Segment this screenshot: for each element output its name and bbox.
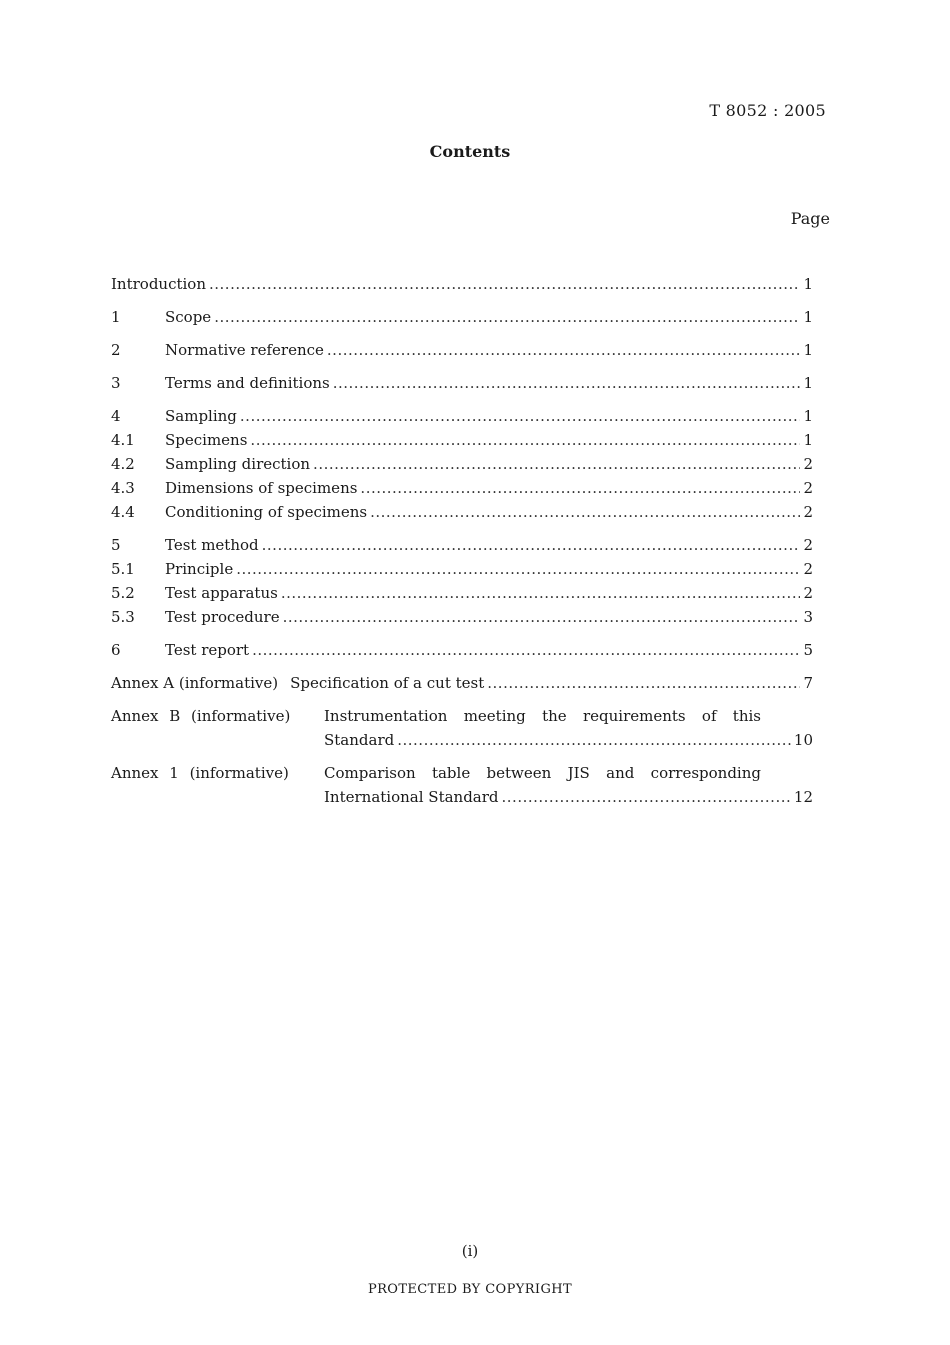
dot-leader — [333, 373, 801, 393]
toc-entry-label: Test method — [165, 536, 259, 554]
toc-entry-label: Terms and definitions — [165, 374, 330, 392]
toc-entry-label: Specimens — [165, 431, 248, 449]
toc-entry-label: Conditioning of specimens — [165, 503, 368, 521]
toc-entry-number: 4.1 — [111, 431, 135, 449]
toc-entry-annex-a[interactable] — [111, 673, 813, 697]
toc-entry-number: 5 — [111, 536, 121, 554]
table-of-contents — [111, 274, 813, 811]
toc-entry-page: 1 — [803, 407, 813, 425]
copyright-notice: PROTECTED BY COPYRIGHT — [367, 1282, 573, 1297]
toc-entry-page: 3 — [803, 608, 813, 626]
toc-entry-page: 2 — [803, 536, 813, 554]
toc-entry-page: 2 — [803, 455, 813, 473]
dot-leader — [240, 406, 801, 426]
annex-prefix: Annex B (informative) — [111, 707, 291, 725]
toc-entry-label: Principle — [165, 560, 234, 578]
toc-entry-label: Introduction — [111, 275, 206, 293]
toc-entry-test-method[interactable] — [111, 535, 813, 559]
dot-leader — [313, 454, 800, 474]
dot-leader — [327, 340, 801, 360]
page-title: Contents — [429, 142, 511, 161]
toc-entry-annex-1[interactable] — [111, 763, 813, 811]
toc-entry-number: 4 — [111, 407, 121, 425]
toc-entry-page: 2 — [803, 503, 813, 521]
toc-entry-label: Instrumentation meeting the requirements of this — [324, 707, 761, 725]
toc-entry-test-procedure[interactable] — [111, 607, 813, 631]
dot-leader — [397, 730, 791, 750]
toc-entry-label: Test apparatus — [165, 584, 278, 602]
toc-entry-label: Comparison table between JIS and corresponding — [324, 764, 761, 782]
toc-entry-sampling[interactable] — [111, 406, 813, 430]
toc-entry-conditioning-of-specimens[interactable] — [111, 502, 813, 526]
toc-entry-number: 3 — [111, 374, 121, 392]
toc-entry-label: Scope — [165, 308, 212, 326]
toc-entry-number: 5.1 — [111, 560, 135, 578]
toc-entry-number: 5.3 — [111, 608, 135, 626]
toc-entry-label-continued: International Standard — [324, 788, 499, 806]
toc-entry-number: 6 — [111, 641, 121, 659]
dot-leader — [252, 640, 800, 660]
toc-entry-test-report[interactable] — [111, 640, 813, 664]
page-column-heading: Page — [790, 209, 830, 228]
toc-entry-page: 1 — [803, 275, 813, 293]
dot-leader — [370, 502, 800, 522]
dot-leader — [281, 583, 801, 603]
dot-leader — [360, 478, 800, 498]
toc-entry-terms-definitions[interactable] — [111, 373, 813, 397]
toc-entry-number: 1 — [111, 308, 121, 326]
toc-entry-label: Sampling direction — [165, 455, 311, 473]
dot-leader — [487, 673, 800, 693]
toc-entry-label: Test report — [165, 641, 250, 659]
dot-leader — [502, 787, 791, 807]
toc-entry-number: 4.2 — [111, 455, 135, 473]
toc-entry-dimensions-of-specimens[interactable] — [111, 478, 813, 502]
toc-entry-scope[interactable] — [111, 307, 813, 331]
toc-entry-introduction[interactable] — [111, 274, 813, 298]
toc-entry-annex-b[interactable] — [111, 706, 813, 754]
toc-entry-label: Normative reference — [165, 341, 324, 359]
dot-leader — [262, 535, 801, 555]
toc-entry-label: Specification of a cut test — [290, 674, 485, 692]
toc-entry-number: 4.4 — [111, 503, 135, 521]
toc-entry-label-continued: Standard — [324, 731, 395, 749]
toc-entry-page: 1 — [803, 374, 813, 392]
toc-entry-page: 2 — [803, 560, 813, 578]
toc-entry-page: 10 — [793, 731, 813, 749]
toc-entry-test-apparatus[interactable] — [111, 583, 813, 607]
toc-entry-page: 1 — [803, 341, 813, 359]
page-folio: (i) — [461, 1242, 479, 1260]
toc-entry-normative-reference[interactable] — [111, 340, 813, 364]
toc-entry-sampling-direction[interactable] — [111, 454, 813, 478]
document-id: T 8052 : 2005 — [709, 101, 826, 120]
toc-entry-page: 2 — [803, 584, 813, 602]
dot-leader — [209, 274, 800, 294]
toc-entry-specimens[interactable] — [111, 430, 813, 454]
toc-entry-page: 1 — [803, 308, 813, 326]
toc-entry-principle[interactable] — [111, 559, 813, 583]
dot-leader — [283, 607, 801, 627]
annex-prefix: Annex 1 (informative) — [111, 764, 289, 782]
toc-entry-number: 5.2 — [111, 584, 135, 602]
toc-entry-page: 12 — [793, 788, 813, 806]
toc-entry-page: 1 — [803, 431, 813, 449]
toc-entry-page: 7 — [803, 674, 813, 692]
toc-entry-label: Sampling — [165, 407, 237, 425]
toc-entry-number: 2 — [111, 341, 121, 359]
toc-entry-label: Test procedure — [165, 608, 280, 626]
dot-leader — [236, 559, 800, 579]
toc-entry-page: 2 — [803, 479, 813, 497]
toc-entry-label: Dimensions of specimens — [165, 479, 358, 497]
dot-leader — [214, 307, 800, 327]
toc-entry-number: 4.3 — [111, 479, 135, 497]
toc-entry-page: 5 — [803, 641, 813, 659]
dot-leader — [250, 430, 800, 450]
annex-prefix: Annex A (informative) — [111, 674, 279, 692]
